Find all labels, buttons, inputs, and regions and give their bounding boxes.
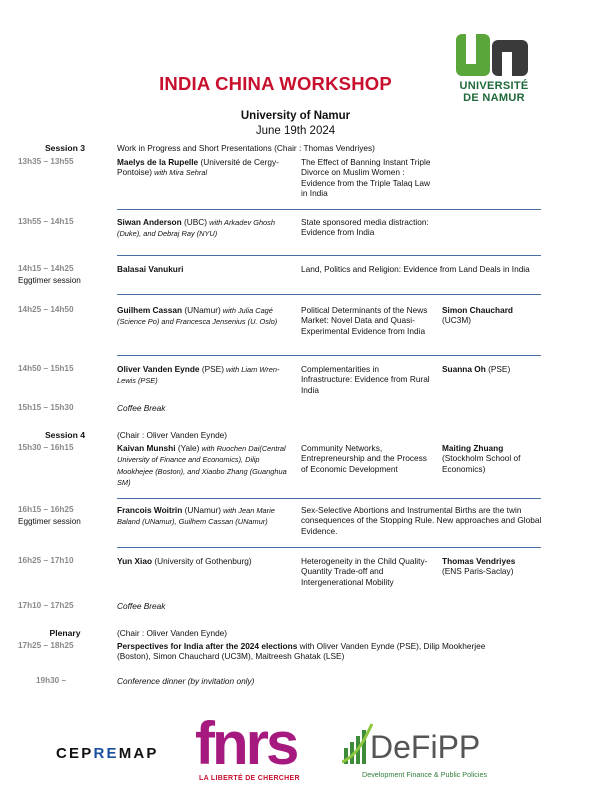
slot-time: 14h50 – 15h15 — [18, 364, 74, 373]
paper-title: Land, Politics and Religion: Evidence from Land Deals in India — [301, 264, 530, 274]
slot-speaker: Balasai Vanukuri — [117, 264, 184, 274]
divider — [117, 255, 541, 256]
slot-speaker: Francois Woitrin (UNamur) with Jean Marie Baland (UNamur), Guilhem Cassan (UNamur) — [117, 505, 275, 527]
fnrs-tagline: LA LIBERTÉ DE CHERCHER — [199, 775, 300, 782]
slot-time: 13h35 – 13h55 — [18, 157, 74, 166]
slot-time: 16h15 – 16h25 — [18, 505, 74, 514]
growth-bars-icon — [342, 724, 372, 764]
slot-time: 14h15 – 14h25 — [18, 264, 74, 273]
session-chair: (Chair : Oliver Vanden Eynde) — [117, 430, 228, 440]
paper-title: Community Networks, Entrepreneurship and the Process of Economic Development — [301, 443, 427, 474]
cepremap-logo: CEPREMAP — [56, 745, 159, 762]
slot-time: 19h30 – — [36, 676, 67, 685]
session-chair: (Chair : Oliver Vanden Eynde) — [117, 628, 228, 638]
slot-time: 16h25 – 17h10 — [18, 556, 74, 565]
slot-time: 15h30 – 16h15 — [18, 443, 74, 452]
break-label: Coffee Break — [117, 403, 166, 413]
slot-time: 14h25 – 14h50 — [18, 305, 74, 314]
slot-speaker: Siwan Anderson (UBC) with Arkadev Ghosh (Duke), and Debraj Ray (NYU) — [117, 217, 275, 239]
page-title: INDIA CHINA WORKSHOP — [159, 73, 392, 94]
paper-title: Heterogeneity in the Child Quality-Quantity Trade-off and Intergenerational Mobility — [301, 556, 428, 587]
discussant: Maiting Zhuang (Stockholm School of Economics) — [442, 443, 521, 474]
slot-format: Eggtimer session — [18, 276, 81, 285]
slot-time: 17h10 – 17h25 — [18, 601, 74, 610]
unamur-wordmark: UNIVERSITÉ DE NAMUR — [459, 80, 529, 104]
divider — [117, 498, 541, 499]
divider — [117, 547, 541, 548]
slot-speaker: Guilhem Cassan (UNamur) with Julia Cagé (Science Po) and Francesca Jensenius (U. Oslo) — [117, 305, 278, 327]
slot-time: 17h25 – 18h25 — [18, 641, 74, 650]
slot-format: Eggtimer session — [18, 517, 81, 526]
fnrs-logo — [195, 712, 315, 774]
slot-speaker: Oliver Vanden Eynde (PSE) with Liam Wren-Lewis (PSE) — [117, 364, 280, 386]
paper-title: Political Determinants of the News Market: Novel Data and Quasi-Experimental Evidence from India — [301, 305, 428, 336]
plenary-description: Perspectives for India after the 2024 elections with Oliver Vanden Eynde (PSE), Dilip Mookherjee (Boston), Simon Chauchard (UC3M), Maitreesh Ghatak (LSE) — [117, 641, 486, 662]
slot-speaker: Yun Xiao (University of Gothenburg) — [117, 556, 252, 566]
session-label: Plenary — [49, 628, 81, 638]
discussant: Simon Chauchard (UC3M) — [442, 305, 513, 326]
session-heading: Work in Progress and Short Presentations (Chair : Thomas Vendriyes) — [117, 143, 375, 153]
discussant: Suanna Oh (PSE) — [442, 364, 511, 374]
session-label: Session 4 — [44, 430, 86, 440]
workshop-date: June 19th 2024 — [255, 125, 336, 137]
divider — [117, 355, 541, 356]
defipp-logo — [342, 722, 532, 770]
defipp-wordmark: DeFiPP — [370, 729, 481, 765]
paper-title: State sponsored media distraction: Evidence from India — [301, 217, 429, 238]
dinner-label: Conference dinner (by invitation only) — [117, 676, 255, 686]
paper-title: Complementarities in Infrastructure: Evidence from Rural India — [301, 364, 430, 395]
slot-speaker: Maelys de la Rupelle (Université de Cergy-Pontoise) with Mira Sehral — [117, 157, 279, 178]
divider — [117, 209, 541, 210]
defipp-tagline: Development Finance & Public Policies — [362, 770, 488, 779]
slot-speaker: Kaivan Munshi (Yale) with Ruochen Dai(Central University of Finance and Economics), Dilip Mookhejee (Boston), and Xiaobo Zhang (Guanghua SM) — [117, 443, 287, 488]
slot-time: 13h55 – 14h15 — [18, 217, 74, 226]
slot-time: 15h15 – 15h30 — [18, 403, 74, 412]
discussant: Thomas Vendriyes (ENS Paris-Saclay) — [442, 556, 516, 577]
session-label: Session 3 — [44, 143, 86, 153]
fnrs-wordmark: fnrs — [195, 712, 297, 774]
paper-title: Sex-Selective Abortions and Instrumental Births are the twin consequences of the Stopping Rule. New approaches and Global Evidence. — [301, 505, 542, 536]
paper-title: The Effect of Banning Instant Triple Divorce on Muslim Women : Evidence from the Triple Talaq Law in India — [301, 157, 431, 199]
divider — [117, 294, 541, 295]
university-name: University of Namur — [240, 110, 351, 122]
break-label: Coffee Break — [117, 601, 166, 611]
